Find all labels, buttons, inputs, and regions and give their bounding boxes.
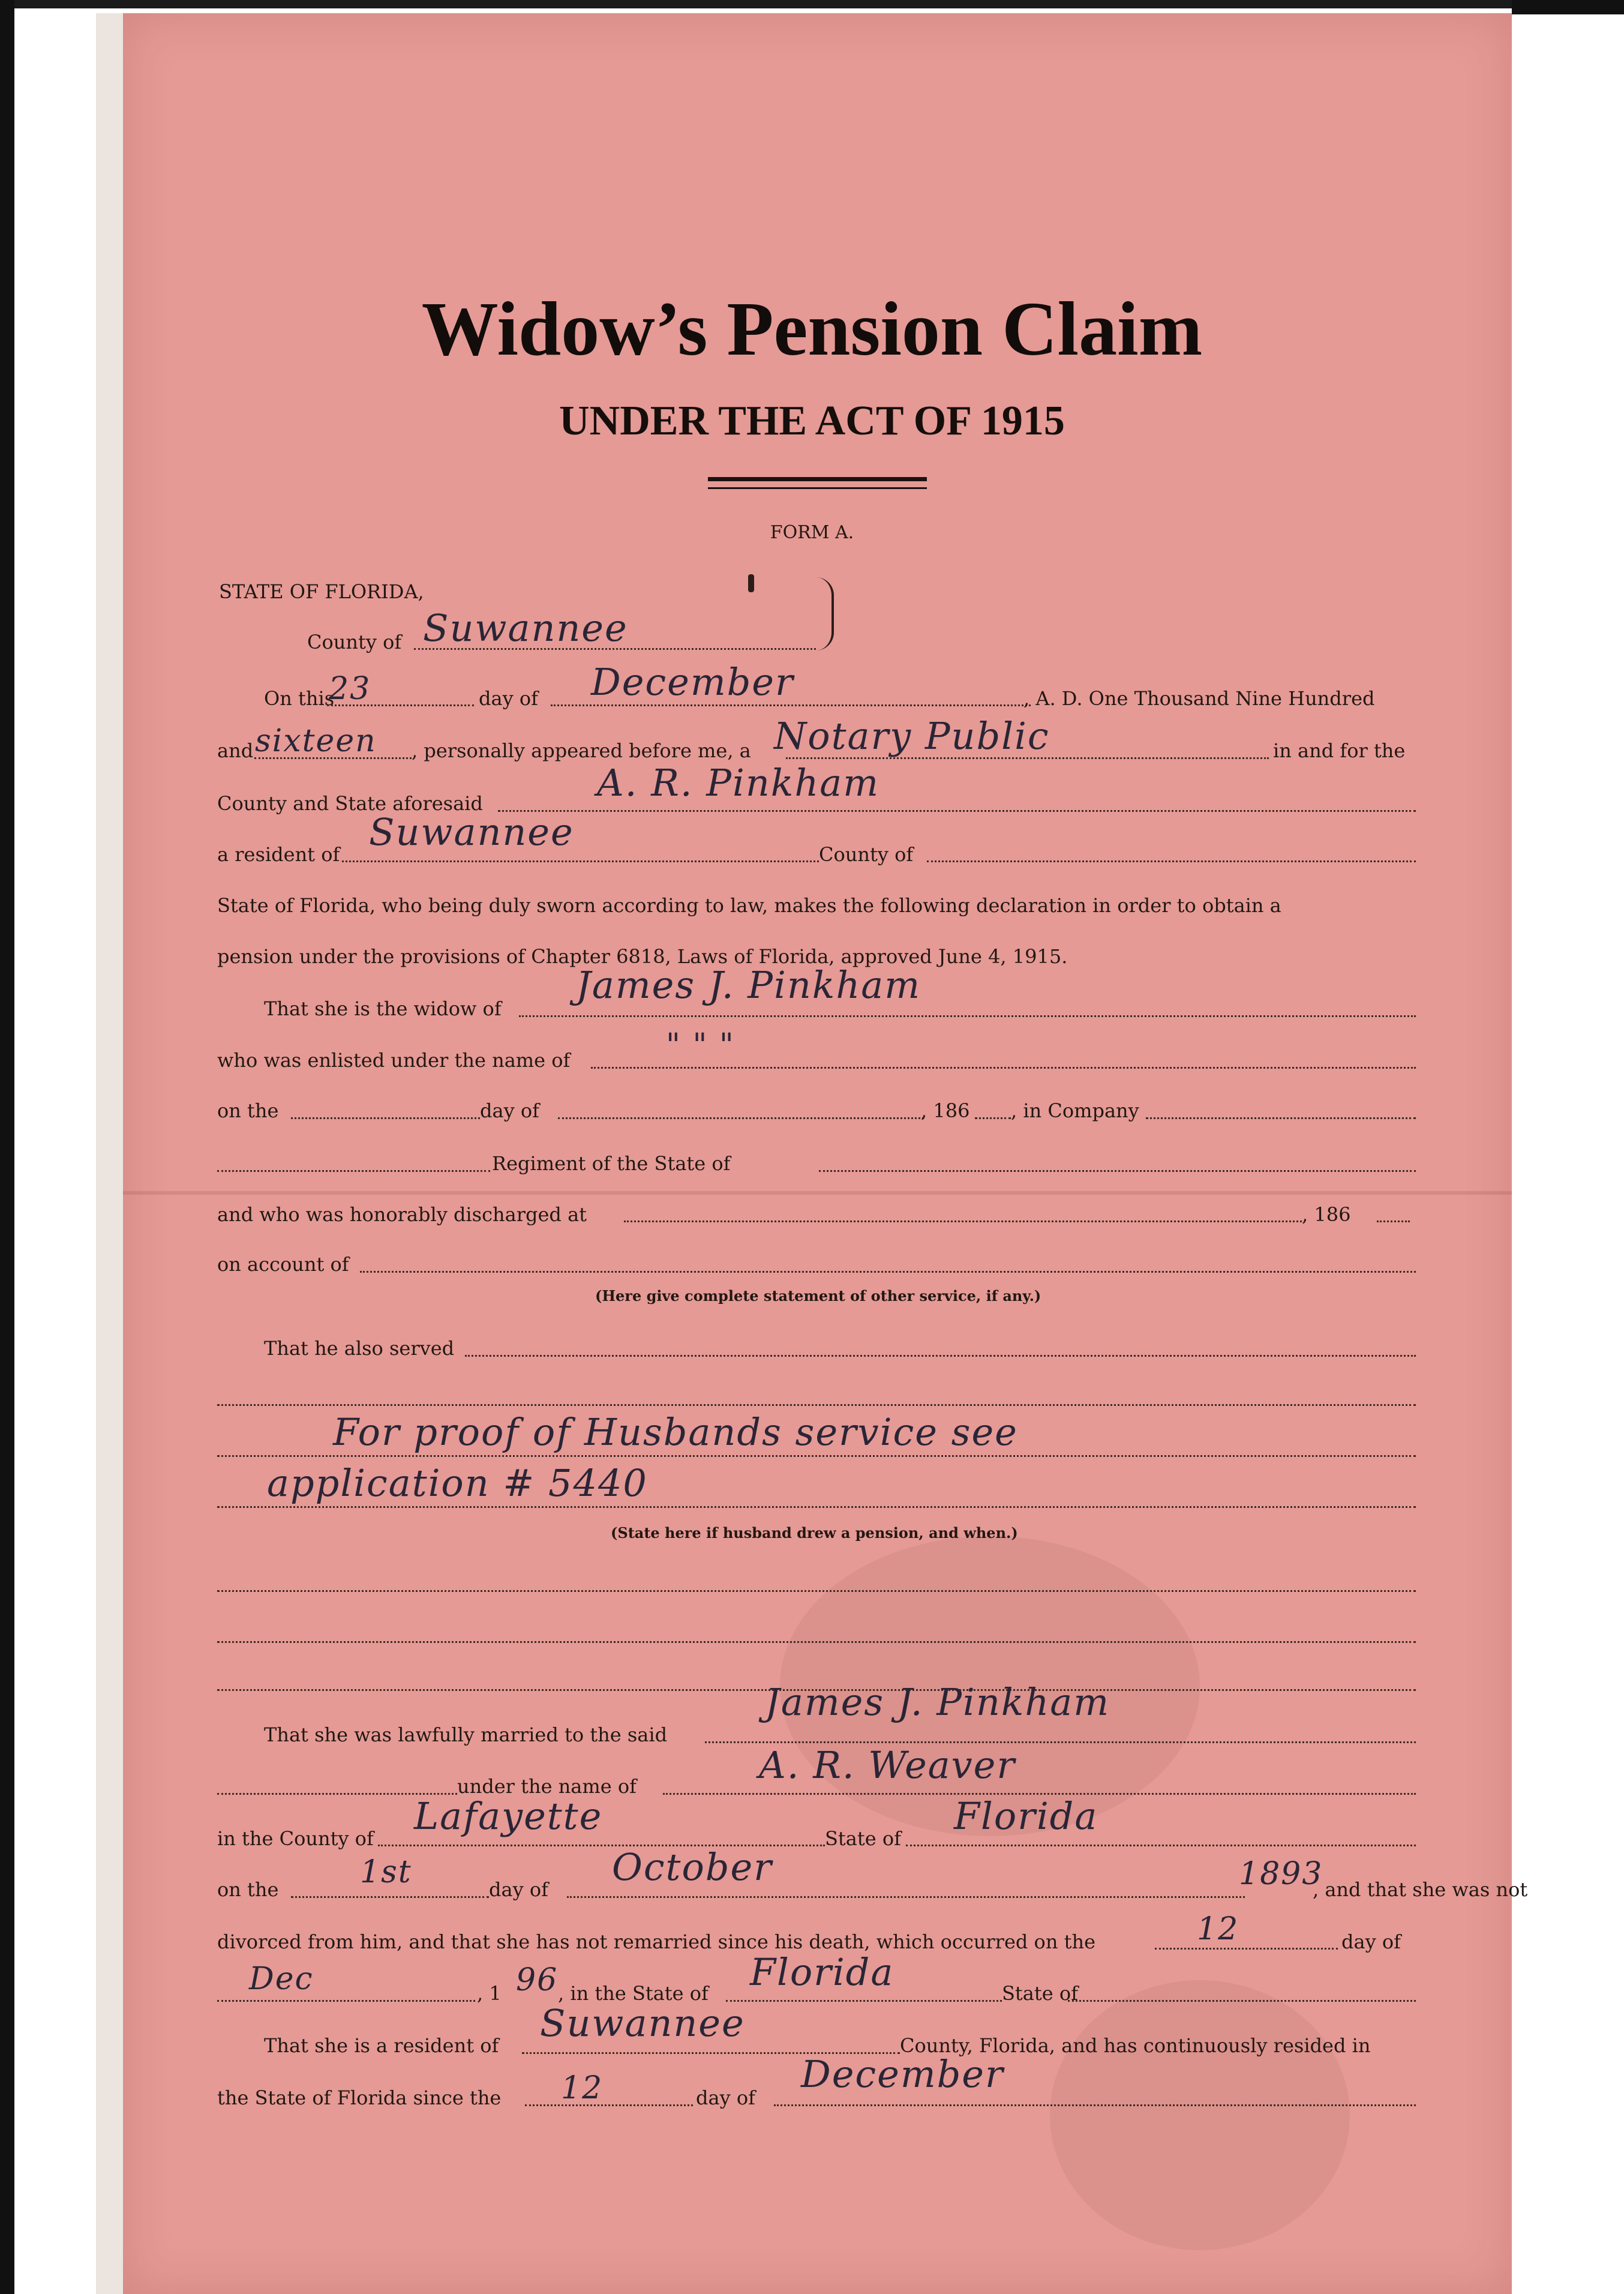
death-day-line: [1155, 1948, 1338, 1950]
in-and-for-text: in and for the: [1273, 739, 1406, 762]
enlist-year-line: [975, 1117, 1011, 1119]
officer-handwritten: Notary Public: [774, 714, 1050, 758]
document-title: Widow’s Pension Claim: [421, 286, 1203, 371]
residence-label: That she is a resident of: [264, 2034, 499, 2057]
marriage-day-handwritten: 1st: [360, 1854, 412, 1890]
under-name-handwritten: A. R. Weaver: [759, 1743, 1016, 1787]
death-month-handwritten: Dec: [249, 1961, 314, 1997]
claimant-handwritten: A. R. Pinkham: [597, 761, 880, 805]
death-year-handwritten: 96: [516, 1962, 559, 1998]
document-subtitle: UNDER THE ACT OF 1915: [559, 398, 1065, 444]
pension-line: [217, 1641, 1416, 1643]
on-this-label: On this: [264, 687, 335, 710]
enlist-day-line: [291, 1117, 480, 1119]
scan-border-corner: [1512, 0, 1624, 14]
under-name-label: under the name of: [457, 1775, 637, 1798]
marriage-county-handwritten: Lafayette: [414, 1794, 603, 1838]
ink-mark: [748, 574, 754, 592]
company-line: [1146, 1117, 1416, 1119]
pension-note: (State here if husband drew a pension, and when.): [611, 1524, 1018, 1542]
not-divorced-text: , and that she was not: [1313, 1878, 1528, 1901]
state-label: STATE OF FLORIDA,: [219, 580, 424, 603]
account-label: on account of: [217, 1253, 349, 1276]
death-day-of-label: day of: [1341, 1930, 1401, 1953]
widow-of-line: [519, 1015, 1416, 1017]
form-label: FORM A.: [770, 522, 854, 543]
ad-text: , A. D. One Thousand Nine Hundred: [1023, 687, 1375, 710]
death-state-handwritten: Florida: [750, 1950, 894, 1994]
service-line: [217, 1404, 1416, 1406]
company-label: , in Company: [1011, 1099, 1139, 1122]
scan-border-top: [0, 0, 1624, 8]
discharged-year-line: [1377, 1221, 1410, 1222]
proof-handwritten-1: For proof of Husbands service see: [333, 1410, 1018, 1454]
county-florida-text: County, Florida, and has continuously resided in: [900, 2034, 1371, 2057]
and-label: and: [217, 739, 254, 762]
day-of-label: day of: [479, 687, 538, 710]
day-handwritten: 23: [329, 671, 371, 707]
marriage-state-handwritten: Florida: [954, 1794, 1098, 1838]
death-day-handwritten: 12: [1197, 1911, 1239, 1947]
marriage-month-handwritten: October: [612, 1845, 773, 1889]
proof-handwritten-2: application # 5440: [267, 1461, 648, 1505]
regiment-label: Regiment of the State of: [492, 1152, 731, 1175]
since-month-line: [774, 2104, 1416, 2106]
death-in-state-label: , in the State of: [558, 1982, 709, 2005]
death-state-line: [726, 2000, 1002, 2002]
marriage-county-label: in the County of: [217, 1827, 374, 1850]
enlist-day-of-label: day of: [480, 1099, 539, 1122]
month-line: [551, 704, 1031, 706]
resident-of-label: a resident of: [217, 843, 340, 866]
since-day-line: [525, 2104, 693, 2106]
widow-of-label: That she is the widow of: [264, 997, 502, 1020]
paper-stain: [1050, 1980, 1350, 2250]
regiment-state-line: [819, 1170, 1416, 1172]
marriage-day-of-label: day of: [489, 1878, 548, 1901]
death-month-line: [217, 2000, 475, 2002]
enlisted-label: who was enlisted under the name of: [217, 1049, 571, 1072]
enlist-year-label: , 186: [921, 1099, 970, 1122]
marriage-state-line: [906, 1845, 1416, 1846]
discharged-label: and who was honorably discharged at: [217, 1203, 587, 1226]
since-label: the State of Florida since the: [217, 2086, 502, 2109]
discharged-year-label: , 186: [1302, 1203, 1351, 1226]
marriage-day-line: [291, 1896, 489, 1898]
marriage-year-handwritten: 1893: [1239, 1856, 1323, 1892]
county-state-text: County and State aforesaid: [217, 792, 483, 815]
pension-line: [217, 1590, 1416, 1592]
also-served-line: [465, 1355, 1416, 1357]
widow-of-handwritten: James J. Pinkham: [576, 963, 921, 1007]
county-handwritten: Suwannee: [423, 606, 628, 650]
year-handwritten: sixteen: [255, 723, 377, 759]
county-of-label: County of: [819, 843, 914, 866]
also-served-label: That he also served: [264, 1337, 455, 1360]
discharged-line: [624, 1221, 1302, 1222]
month-handwritten: December: [591, 660, 794, 704]
since-month-handwritten: December: [801, 2052, 1004, 2096]
resident-handwritten: Suwannee: [369, 810, 574, 854]
other-service-note: (Here give complete statement of other service, if any.): [595, 1287, 1041, 1305]
death-year-prefix: , 1: [477, 1982, 502, 2005]
service-line: [217, 1455, 1416, 1457]
marriage-on-the-label: on the: [217, 1878, 279, 1901]
county-of-line: [927, 860, 1416, 862]
since-day-handwritten: 12: [561, 2070, 604, 2106]
enlisted-handwritten: " " ": [666, 1027, 735, 1063]
county-label: County of: [307, 631, 402, 653]
enlist-month-line: [558, 1117, 924, 1119]
account-line: [360, 1271, 1416, 1273]
married-handwritten: James J. Pinkham: [765, 1680, 1110, 1724]
since-day-of-label: day of: [696, 2086, 755, 2109]
resident-line: [342, 860, 819, 862]
title-rule: [708, 487, 927, 489]
appeared-text: , personally appeared before me, a: [412, 739, 751, 762]
page-fold: [123, 1191, 1512, 1195]
regiment-line: [217, 1170, 490, 1172]
divorced-text: divorced from him, and that she has not remarried since his death, which occurred on the: [217, 1930, 1095, 1953]
declaration-line-1: State of Florida, who being duly sworn according to law, makes the following declaration in order to obtain a: [217, 894, 1281, 917]
title-rule: [708, 477, 927, 481]
married-label: That she was lawfully married to the said: [264, 1723, 668, 1746]
marriage-month-line: [567, 1896, 1245, 1898]
service-line: [217, 1506, 1416, 1508]
death-state-of-label: State of: [1002, 1982, 1078, 2005]
claimant-line: [498, 810, 1416, 812]
declaration-line-2: pension under the provisions of Chapter 6818, Laws of Florida, approved June 4, 1915.: [217, 945, 1068, 968]
residence-handwritten: Suwannee: [540, 2001, 745, 2045]
venue-brace: [816, 577, 834, 650]
death-state-of-line: [1068, 2000, 1416, 2002]
on-the-label: on the: [217, 1099, 279, 1122]
enlisted-line: [591, 1067, 1416, 1069]
marriage-state-label: State of: [825, 1827, 901, 1850]
